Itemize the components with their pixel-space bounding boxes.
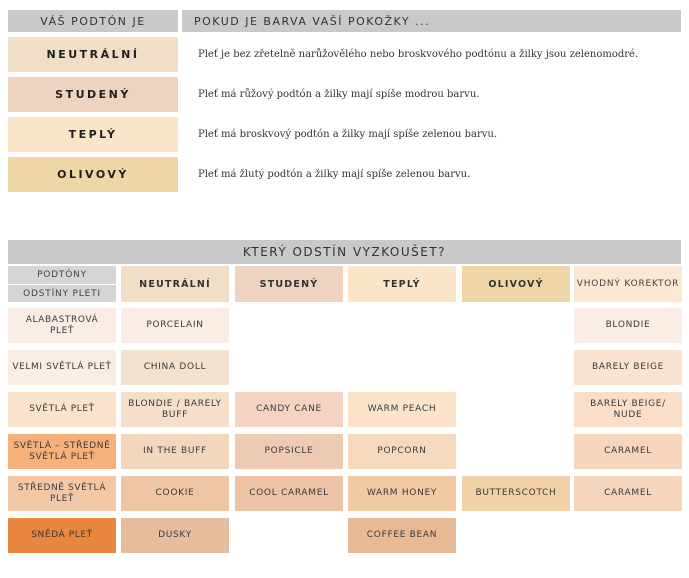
concealer-cell: BLONDIE [574, 308, 682, 343]
concealer-cell: BARELY BEIGE [574, 350, 682, 385]
shade-cell: WARM PEACH [348, 392, 456, 427]
undertone-description: Pleť má broskvový podtón a žilky mají spíše zelenou barvu. [182, 117, 681, 152]
shade-cell: BUTTERSCOTCH [462, 476, 570, 511]
undertone-column-header: NEUTRÁLNÍ [121, 266, 229, 302]
skin-description-header: POKUD JE BARVA VAŠÍ POKOŽKY ... [182, 10, 681, 32]
skin-tone-label: ALABASTROVÁ PLEŤ [8, 308, 116, 343]
skin-tone-label: SVĚTLÁ PLEŤ [8, 392, 116, 427]
shade-cell: WARM HONEY [348, 476, 456, 511]
shade-cell: COFFEE BEAN [348, 518, 456, 553]
skin-tone-label: VELMI SVĚTLÁ PLEŤ [8, 350, 116, 385]
concealer-cell: CARAMEL [574, 476, 682, 511]
shade-cell: POPSICLE [235, 434, 343, 469]
undertone-column-header: TEPLÝ [348, 266, 456, 302]
undertone-header: VÁŠ PODTÓN JE [8, 10, 178, 32]
undertone-label: STUDENÝ [8, 77, 178, 112]
shade-cell: BLONDIE / BARELY BUFF [121, 392, 229, 427]
undertone-label: NEUTRÁLNÍ [8, 37, 178, 72]
concealer-cell: BARELY BEIGE/ NUDE [574, 392, 682, 427]
undertone-description: Pleť má růžový podtón a žilky mají spíše modrou barvu. [182, 77, 681, 112]
concealer-cell: CARAMEL [574, 434, 682, 469]
shade-cell: DUSKY [121, 518, 229, 553]
shade-cell: COOL CARAMEL [235, 476, 343, 511]
shade-cell: COOKIE [121, 476, 229, 511]
undertone-label: OLIVOVÝ [8, 157, 178, 192]
undertone-column-header: STUDENÝ [235, 266, 343, 302]
corner-skin-tones-label: ODSTÍNY PLETI [8, 285, 116, 302]
skin-tone-label: SNĚDÁ PLEŤ [8, 518, 116, 553]
undertone-column-header: OLIVOVÝ [462, 266, 570, 302]
shade-cell: CANDY CANE [235, 392, 343, 427]
undertone-label: TEPLÝ [8, 117, 178, 152]
shade-cell: PORCELAIN [121, 308, 229, 343]
shade-table-title: KTERÝ ODSTÍN VYZKOUŠET? [8, 240, 681, 264]
corner-undertones-label: PODTÓNY [8, 266, 116, 284]
shade-cell: POPCORN [348, 434, 456, 469]
shade-cell: IN THE BUFF [121, 434, 229, 469]
skin-tone-label: SVĚTLÁ – STŘEDNĚ SVĚTLÁ PLEŤ [8, 434, 116, 469]
skin-tone-label: STŘEDNĚ SVĚTLÁ PLEŤ [8, 476, 116, 511]
shade-cell: CHINA DOLL [121, 350, 229, 385]
undertone-description: Pleť má žlutý podtón a žilky mají spíše zelenou barvu. [182, 157, 681, 192]
undertone-description: Pleť je bez zřetelně narůžovělého nebo broskvového podtónu a žilky jsou zelenomodré. [182, 37, 681, 72]
undertone-column-header: VHODNÝ KOREKTOR [574, 266, 682, 302]
